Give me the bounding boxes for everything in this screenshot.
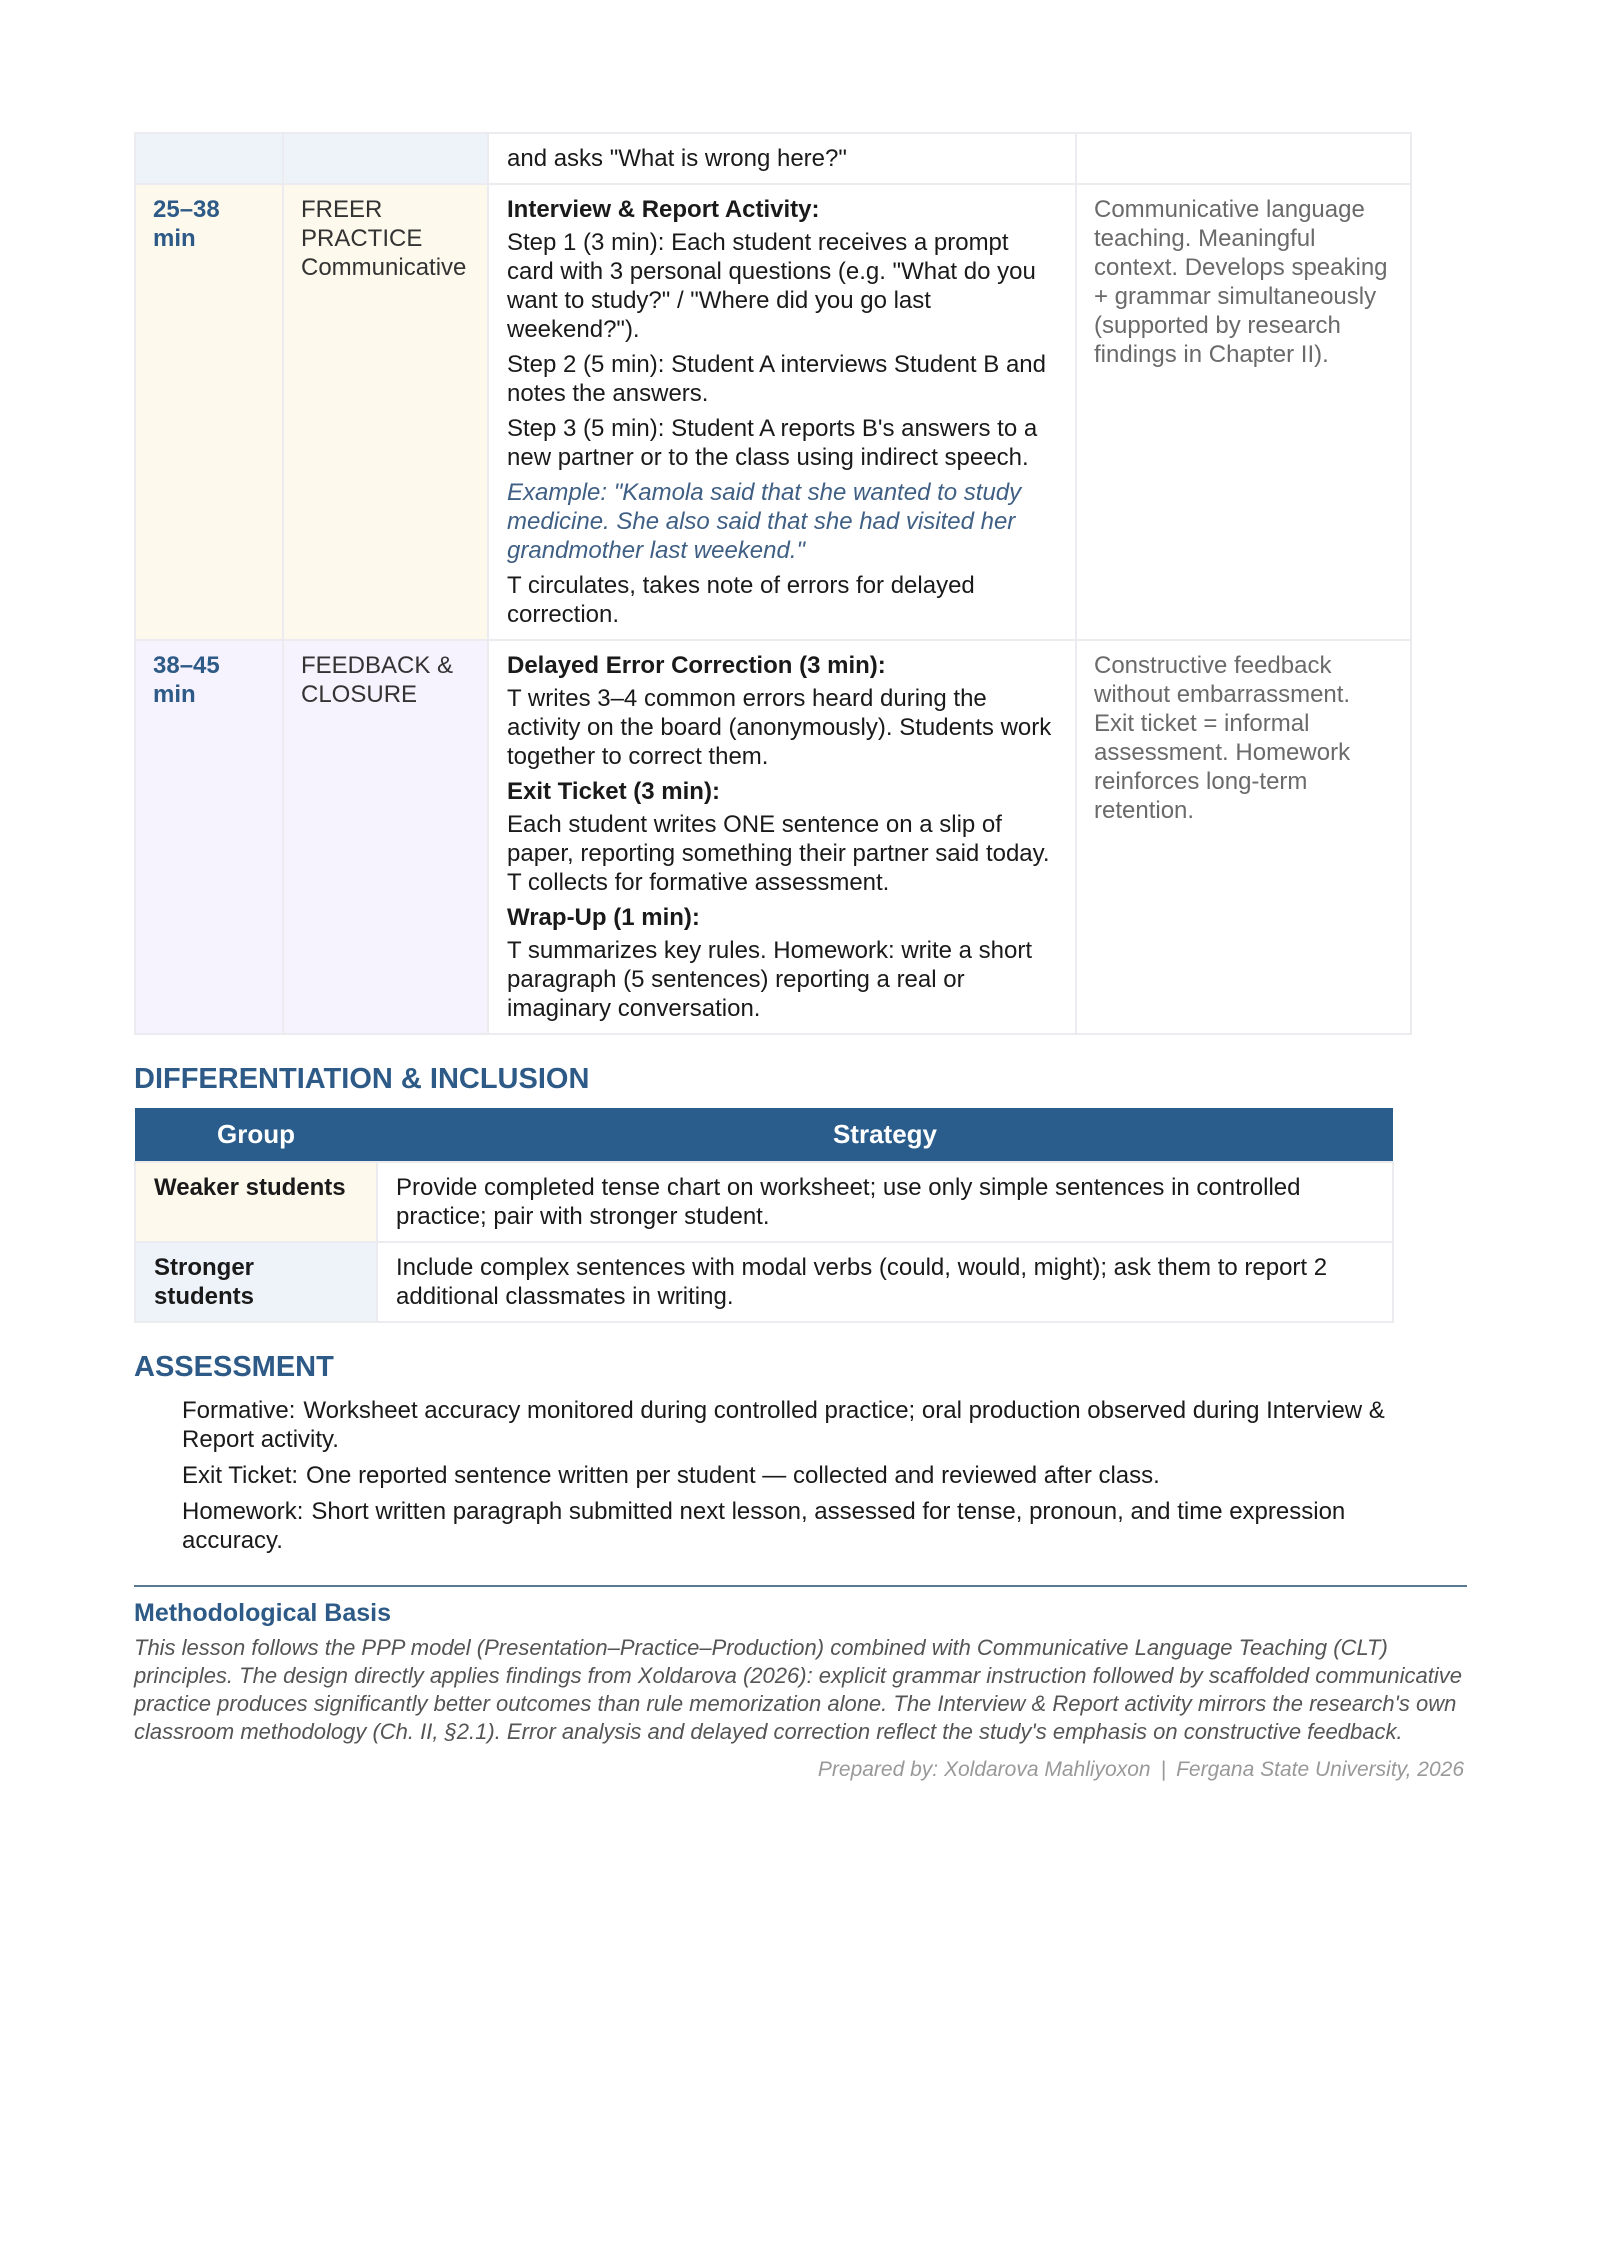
signature-line <box>134 1758 1464 1782</box>
rationale-cell: Constructive feedback without embarrassment. Exit ticket = informal assessment. Homework reinforces long-term retention. <box>1076 640 1411 1034</box>
activity-step: Step 2 (5 min): Student A interviews Student B and notes the answers. <box>507 351 1046 407</box>
stage-label: FREER PRACTICE <box>301 196 423 252</box>
table-row <box>135 1162 1393 1242</box>
table-header-row <box>135 1108 1393 1162</box>
methodology-heading: Methodological Basis <box>134 1599 391 1627</box>
activity-text: and asks "What is wrong here?" <box>507 145 847 172</box>
divider <box>134 1585 1467 1587</box>
list-item <box>182 1396 1442 1454</box>
rationale-cell: Communicative language teaching. Meaningful context. Develops speaking + grammar simultaneously (supported by research findings in Chapter II). <box>1076 184 1411 640</box>
activity-note: T circulates, takes note of errors for delayed correction. <box>507 572 975 628</box>
activity-cell <box>488 640 1076 1034</box>
list-item <box>182 1497 1442 1555</box>
activity-cell <box>488 184 1076 640</box>
activity-text: Each student writes ONE sentence on a slip of paper, reporting something their partner said today. T collects for formative assessment. <box>507 811 1050 896</box>
assessment-heading: ASSESSMENT <box>134 1351 334 1383</box>
activity-heading: Interview & Report Activity: <box>507 196 820 223</box>
group-cell: Weaker students <box>135 1162 377 1242</box>
activity-cell <box>488 133 1076 184</box>
table-row <box>135 640 1411 1034</box>
table-row <box>135 184 1411 640</box>
stage-cell: FEEDBACK & CLOSURE <box>283 640 488 1034</box>
page <box>134 132 1467 1782</box>
table-row <box>135 133 1411 184</box>
rationale-cell <box>1076 133 1411 184</box>
strategy-column-header: Strategy <box>377 1108 1393 1162</box>
lesson-plan-table <box>134 132 1412 1035</box>
differentiation-heading: DIFFERENTIATION & INCLUSION <box>134 1063 590 1095</box>
activity-example: Example: "Kamola said that she wanted to study medicine. She also said that she had visited her grandmother last weekend." <box>507 479 1022 564</box>
activity-step: Step 3 (5 min): Student A reports B's answers to a new partner or to the class using indirect speech. <box>507 415 1038 471</box>
strategy-cell: Include complex sentences with modal verbs (could, would, might); ask them to report 2 additional classmates in writing. <box>377 1242 1393 1322</box>
prepared-by: Prepared by: Xoldarova Mahliyoxon <box>817 1758 1151 1781</box>
methodology-text: This lesson follows the PPP model (Presentation–Practice–Production) combined with Communicative Language Teaching (CLT) principles. The design directly applies findings from Xoldarova (2026): explicit grammar instruction followed by scaffolded communicative practice produces significantly better outcomes than rule memorization alone. The Interview & Report activity mirrors the research's own classroom methodology (Ch. II, §2.1). Error analysis and delayed correction reflect the study's emphasis on constructive feedback. <box>134 1635 1462 1744</box>
stage-sublabel: Communicative <box>301 254 467 281</box>
signature-separator: | <box>1160 1758 1167 1781</box>
assessment-text: One reported sentence written per student — collected and reviewed after class. <box>306 1462 1160 1489</box>
time-cell: 38–45 min <box>135 640 283 1034</box>
assessment-label: Homework: <box>182 1498 304 1525</box>
activity-heading: Exit Ticket (3 min): <box>507 778 720 805</box>
activity-heading: Wrap-Up (1 min): <box>507 904 700 931</box>
time-cell: 25–38 min <box>135 184 283 640</box>
group-cell: Stronger students <box>135 1242 377 1322</box>
differentiation-table <box>134 1108 1394 1323</box>
assessment-label: Exit Ticket: <box>182 1462 299 1489</box>
stage-cell <box>283 184 488 640</box>
group-column-header: Group <box>135 1108 377 1162</box>
assessment-list <box>182 1396 1442 1555</box>
assessment-text: Worksheet accuracy monitored during controlled practice; oral production observed during Interview & Report activity. <box>182 1397 1385 1453</box>
assessment-label: Formative: <box>182 1397 296 1424</box>
activity-text: T summarizes key rules. Homework: write a short paragraph (5 sentences) reporting a real or imaginary conversation. <box>507 937 1033 1022</box>
activity-heading: Delayed Error Correction (3 min): <box>507 652 886 679</box>
table-row <box>135 1242 1393 1322</box>
list-item <box>182 1461 1442 1490</box>
activity-step: Step 1 (3 min): Each student receives a prompt card with 3 personal questions (e.g. "What do you want to study?" / "Where did you go last weekend?"). <box>507 229 1036 343</box>
assessment-text: Short written paragraph submitted next lesson, assessed for tense, pronoun, and time expression accuracy. <box>182 1498 1346 1554</box>
stage-cell <box>283 133 488 184</box>
strategy-cell: Provide completed tense chart on worksheet; use only simple sentences in controlled practice; pair with stronger student. <box>377 1162 1393 1242</box>
time-cell <box>135 133 283 184</box>
institution: Fergana State University, 2026 <box>1176 1758 1464 1781</box>
activity-text: T writes 3–4 common errors heard during the activity on the board (anonymously). Students work together to correct them. <box>507 685 1052 770</box>
